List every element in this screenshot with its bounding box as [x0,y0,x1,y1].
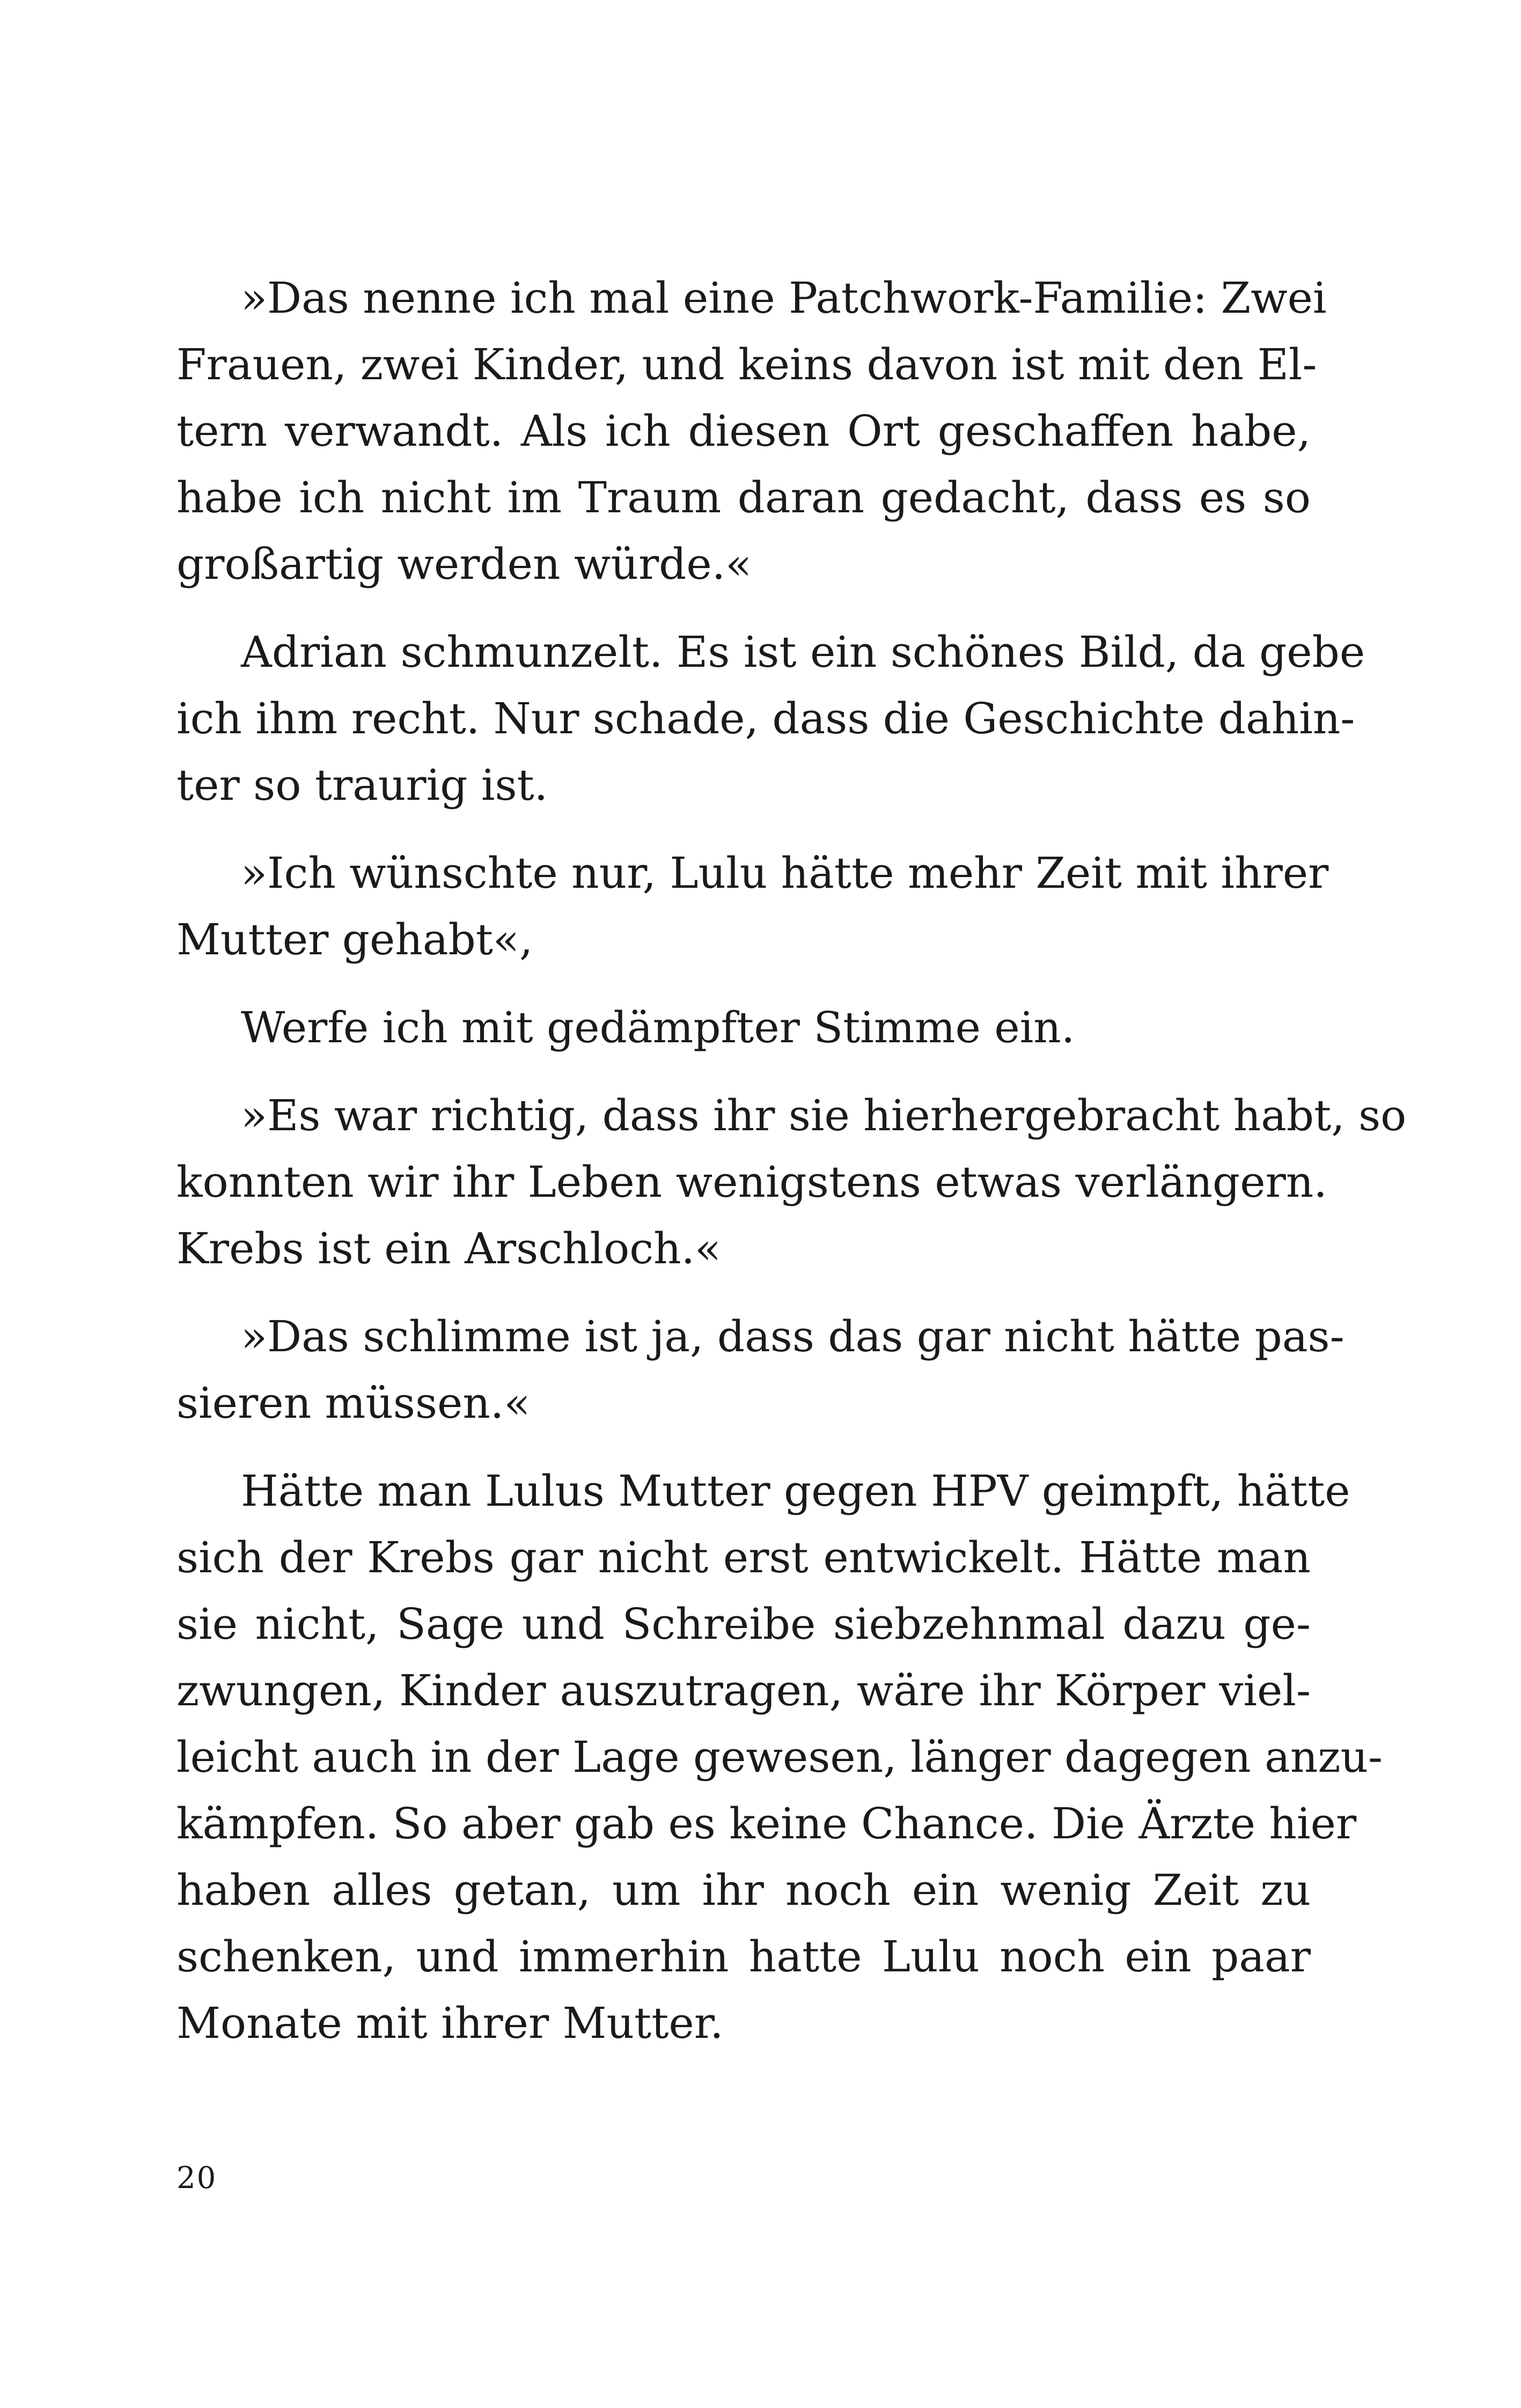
text-line: großartig werden würde.« [177,539,752,589]
body-text [177,265,1407,2078]
text-line: habe ich nicht im Traum daran gedacht, dass es so [177,473,1311,522]
page-number: 20 [177,2161,217,2196]
text-line: haben alles getan, um ihr noch ein wenig Zeit zu [177,1865,1311,1915]
text-line: konnten wir ihr Leben wenigstens etwas verlängern. [177,1157,1327,1207]
text-line: »Es war richtig, dass ihr sie hierhergebracht habt, so [241,1091,1407,1140]
text-line: Monate mit ihrer Mutter. [177,1998,724,2048]
paragraph [177,1458,1383,2057]
text-line: »Ich wünschte nur, Lulu hätte mehr Zeit mit ihrer [241,848,1329,898]
text-line: Hätte man Lulus Mutter gegen HPV geimpft, hätte [241,1466,1350,1516]
text-line: Werfe ich mit gedämpfter Stimme ein. [241,1003,1075,1052]
paragraph [177,840,1329,973]
text-line: zwungen, Kinder auszutragen, wäre ihr Körper viel- [177,1666,1311,1715]
text-line: Adrian schmunzelt. Es ist ein schönes Bild, da gebe [241,627,1365,677]
text-line: Frauen, zwei Kinder, und keins davon ist mit den El- [177,340,1317,389]
paragraph [177,265,1327,598]
text-line: kämpfen. So aber gab es keine Chance. Die Ärzte hier [177,1799,1357,1849]
text-line: Mutter gehabt«, [177,915,533,964]
text-line: ich ihm recht. Nur schade, dass die Geschichte dahin- [177,694,1355,743]
paragraph [177,995,1311,1061]
text-line: Krebs ist ein Arschloch.« [177,1224,721,1273]
text-line: tern verwandt. Als ich diesen Ort geschaffen habe, [177,406,1311,456]
paragraph [177,1304,1344,1437]
text-line: »Das schlimme ist ja, dass das gar nicht hätte pas- [241,1312,1344,1361]
text-line: sie nicht, Sage und Schreibe siebzehnmal dazu ge- [177,1599,1311,1649]
text-line: »Das nenne ich mal eine Patchwork-Familie: Zwei [241,273,1327,323]
text-line: ter so traurig ist. [177,760,548,810]
paragraph [177,619,1365,819]
paragraph [177,1083,1407,1282]
text-line: leicht auch in der Lage gewesen, länger dagegen anzu- [177,1732,1383,1782]
text-line: sieren müssen.« [177,1378,531,1428]
text-line: sich der Krebs gar nicht erst entwickelt. Hätte man [177,1533,1311,1582]
text-line: schenken, und immerhin hatte Lulu noch ein paar [177,1932,1311,1982]
